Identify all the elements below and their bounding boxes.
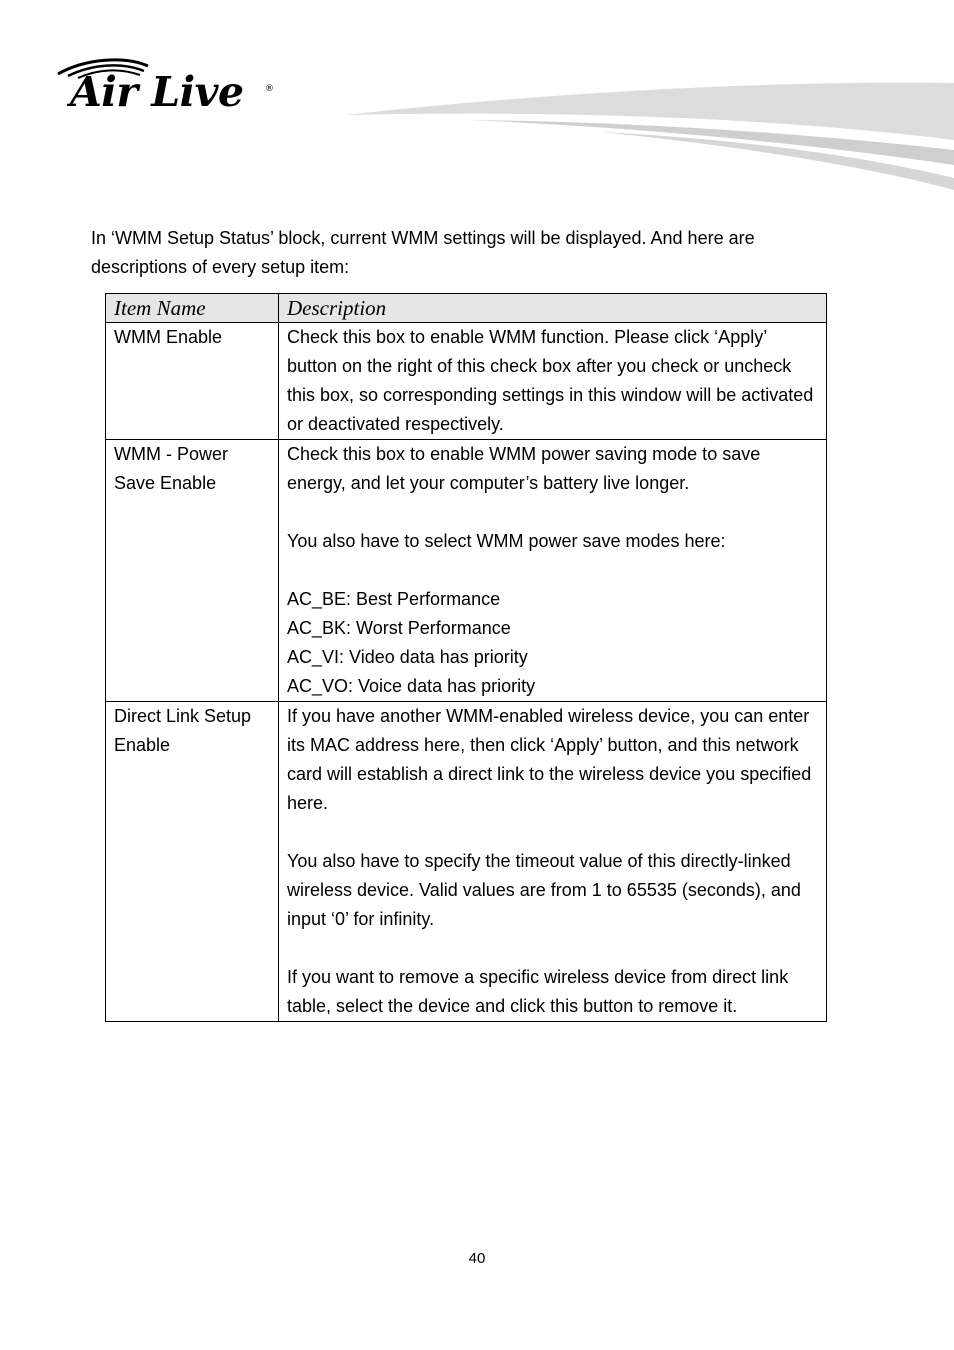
description-cell [279, 440, 827, 702]
description-cell [279, 323, 827, 440]
registered-mark: ® [265, 84, 274, 94]
table-row [106, 702, 827, 1022]
description-paragraph: If you want to remove a specific wireless device from direct link table, select the device and click this button to remove it. [287, 967, 789, 1016]
description-paragraph: You also have to specify the timeout value of this directly-linked wireless device. Valid values are from 1 to 65535 (seconds), and input ‘0’ for infinity. [287, 851, 801, 929]
description-paragraph: If you have another WMM-enabled wireless device, you can enter its MAC address here, then click ‘Apply’ button, and this network card will establish a direct link to the wireless device you specified here. [287, 706, 812, 813]
intro-paragraph: In ‘WMM Setup Status’ block, current WMM settings will be displayed. And here are descriptions of every setup item: [91, 228, 755, 277]
description-paragraph: Check this box to enable WMM function. Please click ‘Apply’ button on the right of this check box after you check or uncheck this box, so corresponding settings in this window will be activated or deactivated respectively. [287, 327, 814, 434]
setup-items-table [105, 293, 827, 1022]
header-description: Description [279, 294, 827, 323]
header-item-name: Item Name [106, 294, 279, 323]
description-paragraph: Check this box to enable WMM power saving mode to save energy, and let your computer’s battery live longer. [287, 444, 761, 493]
logo-wordmark: Air Live [70, 68, 244, 116]
table-header-row [106, 294, 827, 323]
description-cell [279, 702, 827, 1022]
description-paragraph: You also have to select WMM power save modes here: [287, 531, 726, 551]
power-save-modes-list: AC_BE: Best Performance AC_BK: Worst Performance AC_VI: Video data has priority AC_VO: Voice data has priority [287, 589, 536, 696]
table-row [106, 440, 827, 702]
page-header [0, 0, 954, 200]
item-name-cell: WMM - Power Save Enable [106, 440, 279, 702]
item-name-cell: Direct Link Setup Enable [106, 702, 279, 1022]
table-row [106, 323, 827, 440]
page-number: 40 [468, 1250, 486, 1267]
airlive-logo [52, 52, 292, 124]
item-name-cell: WMM Enable [106, 323, 279, 440]
